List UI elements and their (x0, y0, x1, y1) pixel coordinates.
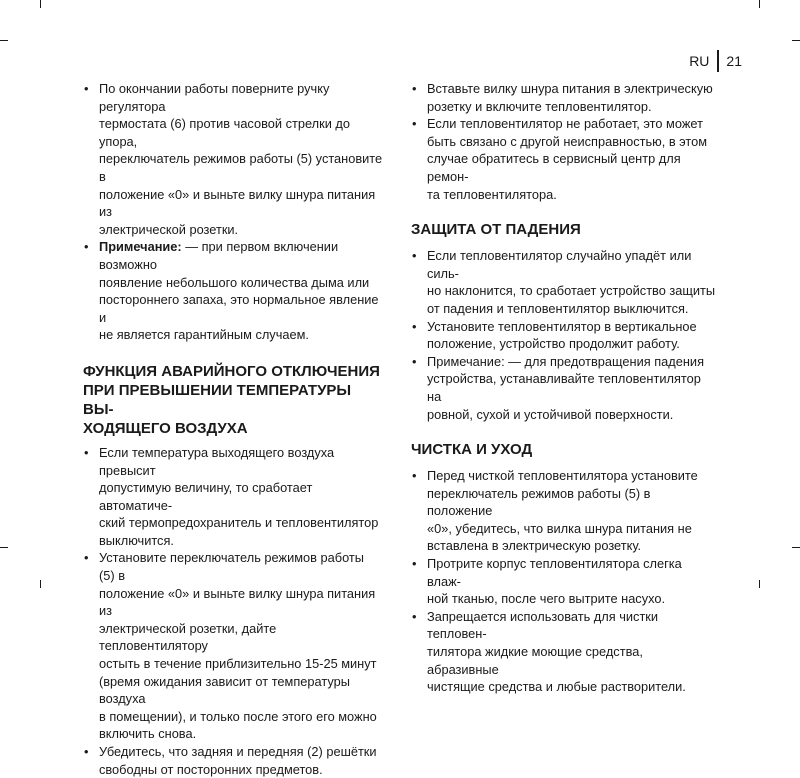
bullet-icon: • (84, 550, 89, 566)
note-text: — при первом включении возможно появление небольшого количества дыма или постороннего запаха, это нормальное явление и не является гарантийным случаем. (99, 239, 379, 343)
list-item (411, 115, 716, 203)
list-item (411, 247, 716, 317)
bullet-icon: • (412, 556, 417, 572)
note-label: Примечание: (99, 239, 182, 255)
list-item (83, 549, 383, 743)
crop-mark (40, 0, 41, 8)
list-item (411, 353, 716, 423)
list-item-text: Если тепловентилятор случайно упадёт или силь- но наклонится, то сработает устройство защиты от падения и тепловентилятор выключится. (427, 248, 716, 316)
bullet-icon: • (412, 81, 417, 96)
list-item (411, 318, 716, 353)
bullet-list (83, 444, 383, 778)
bullet-icon: • (84, 239, 89, 255)
bullet-icon: • (412, 116, 417, 132)
list-item (83, 80, 383, 238)
list-item-text: Протрите корпус тепловентилятора слегка влаж- ной тканью, после чего вытрите насухо. (427, 556, 682, 607)
bullet-icon: • (412, 248, 417, 264)
crop-mark (792, 40, 800, 41)
bullet-icon: • (84, 744, 89, 759)
list-item-text: Примечание: — для предотвращения падения устройства, устанавливайте тепловентилятор на ровной, сухой и устойчивой поверхности. (427, 353, 705, 422)
bullet-icon: • (412, 353, 417, 369)
header-divider (717, 50, 719, 72)
bullet-list (411, 80, 716, 203)
list-item-text: Установите переключатель режимов работы (5) в положение «0» и выньте вилку шнура питания из электрической розетки, дайте тепловентилятору остыть в течение приблизительно 15-25 минут (время ожидания зависит от температуры воздуха в помещении), и только после этого его можно включить снова. (99, 550, 377, 742)
list-item-text: Запрещается использовать для чистки тепловен- тилятора жидкие моющие средства, абразивные чистящие средства и любые растворители. (427, 608, 686, 695)
right-column (411, 80, 716, 696)
left-column (83, 80, 383, 778)
bullet-list (83, 80, 383, 344)
list-item (83, 238, 383, 344)
list-item-text: Убедитесь, что задняя и передняя (2) решётки свободны от посторонних предметов. (99, 744, 377, 777)
list-item (83, 743, 383, 778)
list-item (411, 555, 716, 608)
list-item-text: Перед чисткой тепловентилятора установите переключатель режимов работы (5) в положение «0», убедитесь, что вилка шнура питания не вставлена в электрическую розетку. (427, 468, 698, 554)
crop-mark (0, 40, 8, 41)
bullet-icon: • (412, 468, 417, 484)
list-item (83, 444, 383, 550)
list-item-text: По окончании работы поверните ручку регулятора термостата (6) против часовой стрелки до упора, переключатель режимов работы (5) установите в положение «0» и выньте вилку шнура питания из электрической розетки. (99, 81, 383, 237)
bullet-icon: • (412, 318, 417, 334)
section-heading: ЗАЩИТА ОТ ПАДЕНИЯ (411, 221, 581, 239)
section-heading: ЧИСТКА И УХОД (411, 441, 533, 459)
bullet-icon: • (84, 444, 89, 460)
page-header (689, 50, 742, 72)
crop-mark (792, 547, 800, 548)
crop-mark (759, 0, 760, 8)
list-item-text: Если температура выходящего воздуха превысит допустимую величину, то сработает автоматиче- ский термопредохранитель и тепловентилятор выключится. (99, 444, 379, 548)
bullet-icon: • (412, 608, 417, 624)
crop-mark (40, 580, 41, 588)
section-heading: ФУНКЦИЯ АВАРИЙНОГО ОТКЛЮЧЕНИЯ ПРИ ПРЕВЫШЕНИИ ТЕМПЕРАТУРЫ ВЫ- ХОДЯЩЕГО ВОЗДУХА (83, 362, 380, 437)
list-item-text: Вставьте вилку шнура питания в электрическую розетку и включите тепловентилятор. (427, 81, 713, 114)
bullet-list (411, 247, 716, 423)
bullet-icon: • (84, 81, 89, 96)
crop-mark (0, 547, 8, 548)
crop-mark (759, 580, 760, 588)
page-number: 21 (726, 53, 742, 69)
list-item-text: Установите тепловентилятор в вертикальное положение, устройство продолжит работу. (427, 318, 697, 352)
list-item (411, 80, 716, 115)
list-item (411, 467, 716, 555)
list-item-text: Если тепловентилятор не работает, это может быть связано с другой неисправностью, в этом случае обратитесь в сервисный центр для ремон- та тепловентилятора. (427, 116, 708, 202)
bullet-list (411, 467, 716, 696)
language-code: RU (689, 53, 710, 69)
list-item (411, 608, 716, 696)
